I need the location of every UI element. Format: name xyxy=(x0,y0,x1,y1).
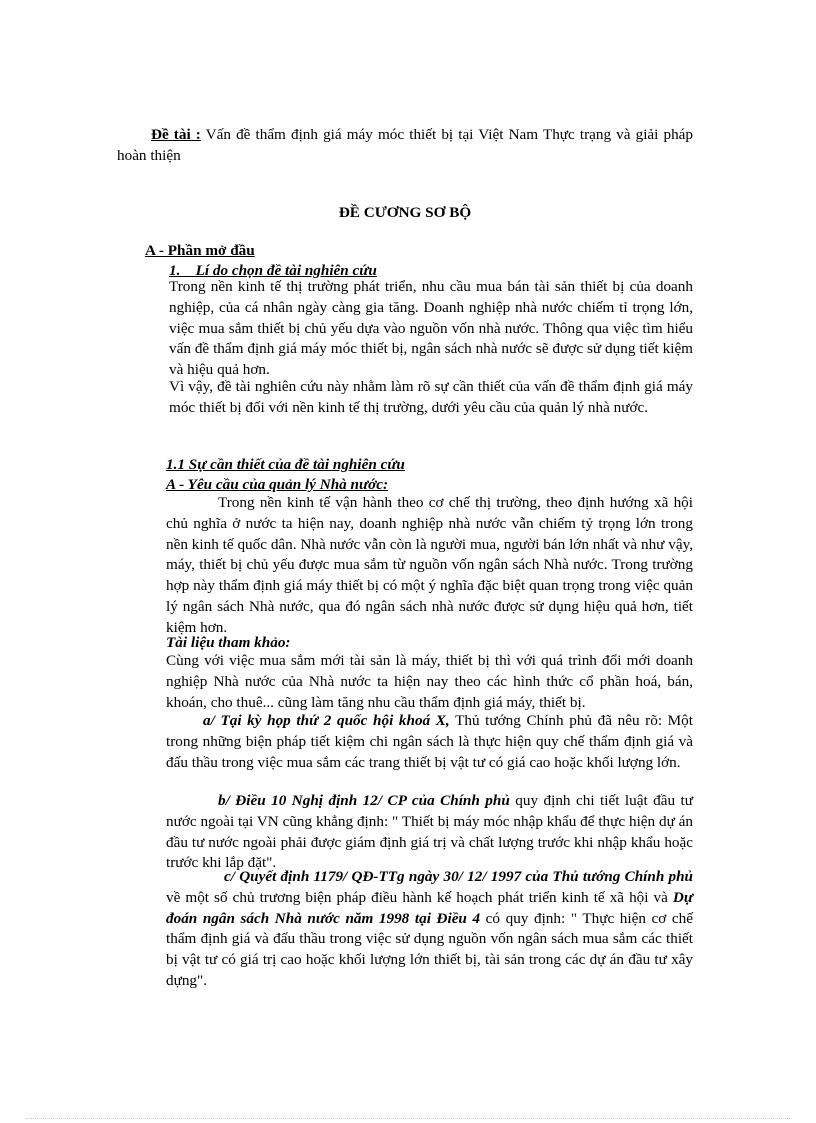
reference-item-b-lead: b/ Điều 10 Nghị định 12/ CP của Chính phủ xyxy=(218,792,510,809)
reference-item-c xyxy=(166,867,693,992)
topic-paragraph xyxy=(117,125,693,167)
topic-text: Vấn đề thẩm định giá máy móc thiết bị tại Việt Nam Thực trạng và giải pháp hoàn thiện xyxy=(117,126,693,164)
reference-item-c-lead-2: Dự đoán ngân sách Nhà nước năm 1998 tại Điều 4 xyxy=(166,888,693,927)
reference-item-a-text: Thủ tướng Chính phủ đã nêu rõ: Một trong những biện pháp tiết kiệm chi ngân sách là thực hiện quy chế thẩm định giá và đấu thầu trong việc mua sắm các trang thiết bị vật tư có giá cao hoặc khối lượng lớn. xyxy=(166,712,693,771)
reference-item-a xyxy=(166,711,693,773)
section-1-1-heading: 1.1 Sự cần thiết của đề tài nghiên cứu xyxy=(166,456,405,473)
reference-item-b xyxy=(166,791,693,874)
references-heading: Tài liệu tham khảo: xyxy=(166,634,291,651)
outline-title: ĐỀ CƯƠNG SƠ BỘ xyxy=(338,204,472,221)
topic-label: Đề tài : xyxy=(151,126,201,143)
section-a-heading: A - Phần mở đầu xyxy=(145,242,255,259)
section-a-paragraph-2: Vì vậy, đề tài nghiên cứu này nhằm làm rõ sự cần thiết của vấn đề thẩm định giá máy móc thiết bị đối với nền kinh tế thị trường, dưới yêu cầu của quản lý nhà nước. xyxy=(169,378,693,416)
reference-item-a-lead: a/ Tại kỳ họp thứ 2 quốc hội khoá X, xyxy=(203,712,450,729)
section-a-subheading: 1. Lí do chọn đề tài nghiên cứu xyxy=(169,262,377,279)
section-a-paragraph-1: Trong nền kinh tế thị trường phát triển, nhu cầu mua bán tài sản thiết bị của doanh nghiệp, của cá nhân ngày càng gia tăng. Doanh nghiệp nhà nước chiếm tỉ trọng lớn, việc mua sắm thiết bị chủ yếu dựa vào nguồn vốn nhà nước. Thông qua việc tìm hiểu vấn đề thẩm định giá máy móc thiết bị, ngân sách nhà nước sẽ được sử dụng tiết kiệm và hiệu quả hơn. xyxy=(169,278,693,379)
reference-item-b-text: quy định chi tiết luật đầu tư nước ngoài tại VN cũng khẳng định: " Thiết bị máy móc nhập khẩu để thực hiện dự án đầu tư nước ngoài phải được giám định giá trị và chất lượng trước khi nhập khẩu hoặc trước khi lắp đặt". xyxy=(166,792,693,872)
reference-item-c-lead: c/ Quyết định 1179/ QĐ-TTg ngày 30/ 12/ 1997 của Thủ tướng Chính phủ xyxy=(224,868,693,885)
reference-item-c-mid: về một số chủ trương biện pháp điều hành kế hoạch phát triển kinh tế xã hội và xyxy=(166,888,673,906)
reference-item-c-text: có quy định: " Thực hiện cơ chế thẩm định giá và đấu thầu trong việc sử dụng nguồn vốn ngân sách mua sắm các thiết bị vật tư có giá trị cao hoặc khối lượng lớn thiết bị, tài sản trong các dự án đầu tư xây dựng". xyxy=(166,909,693,989)
section-1-1-subheading: A - Yêu cầu của quản lý Nhà nước: xyxy=(166,476,389,493)
section-1-1-paragraph: Trong nền kinh tế vận hành theo cơ chế thị trường, theo định hướng xã hội chủ nghĩa ở nước ta hiện nay, doanh nghiệp nhà nước vẫn chiếm tỷ trọng lớn trong nền kinh tế quốc dân. Nhà nước vẫn còn là người mua, người bán lớn nhất và như vậy, máy, thiết bị chủ yếu được mua sắm từ nguồn vốn ngân sách Nhà nước. Trong trường hợp này thẩm định giá máy thiết bị có một ý nghĩa đặc biệt quan trọng trong việc quản lý ngân sách Nhà nước, qua đó ngân sách nhà nước được sử dụng hiệu quả hơn, tiết kiệm hơn. xyxy=(166,494,693,636)
references-paragraph: Cùng với việc mua sắm mới tài sản là máy, thiết bị thì với quá trình đổi mới doanh nghiệp Nhà nước của Nhà nước ta hiện nay theo các hình thức cổ phần hoá, bán, khoán, cho thuê... cũng làm tăng nhu cầu thẩm định giá máy, thiết bị. xyxy=(166,652,693,711)
page-bottom-divider xyxy=(26,1118,790,1119)
